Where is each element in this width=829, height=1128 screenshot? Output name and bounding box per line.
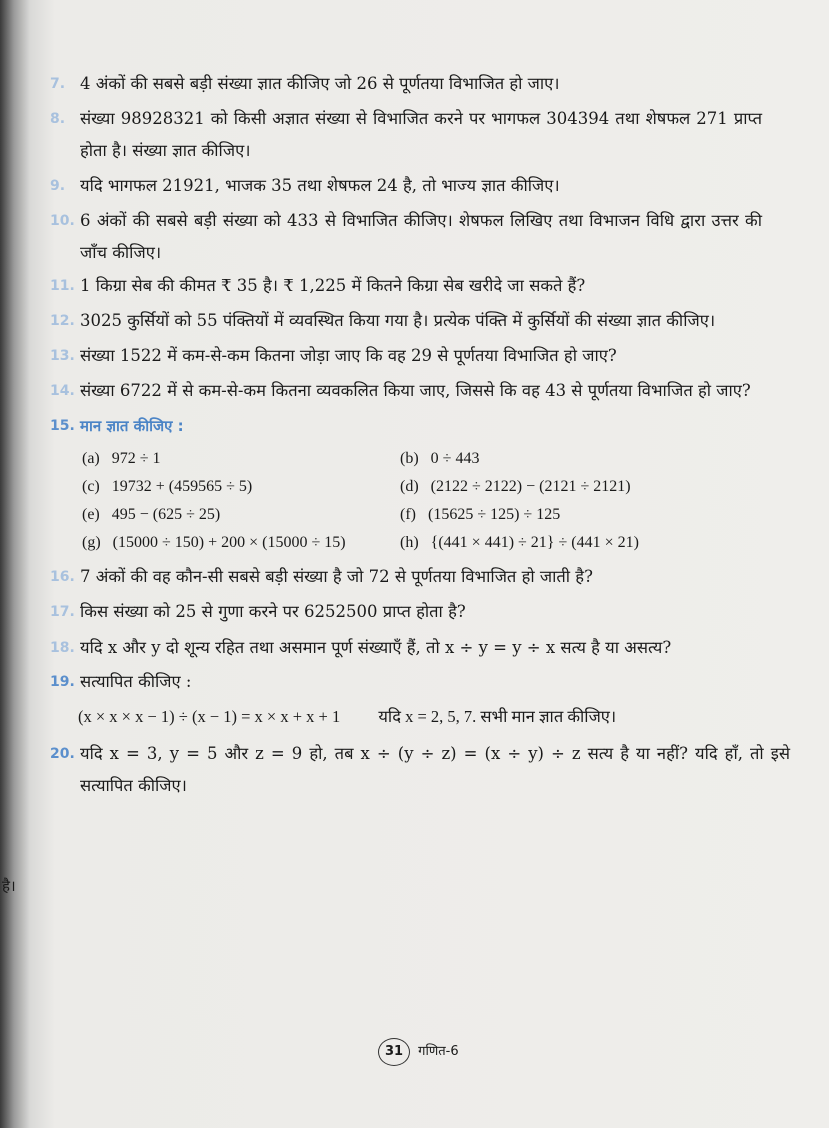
part-label: (h) bbox=[400, 534, 419, 551]
question-11 bbox=[50, 270, 762, 302]
part-expression: 19732 + (459565 ÷ 5) bbox=[111, 478, 253, 495]
q15-part-e bbox=[82, 506, 220, 524]
q15-part-f bbox=[400, 506, 560, 524]
part-label: (a) bbox=[82, 450, 100, 467]
question-15 bbox=[50, 410, 762, 442]
question-12 bbox=[50, 305, 762, 337]
question-18 bbox=[50, 632, 762, 664]
question-10 bbox=[50, 205, 762, 269]
question-number: 18. bbox=[50, 640, 75, 656]
question-text: सत्यापित कीजिए : bbox=[80, 672, 192, 691]
part-label: (g) bbox=[82, 534, 101, 551]
part-expression: 0 ÷ 443 bbox=[430, 450, 480, 467]
q15-part-d bbox=[400, 478, 631, 496]
q15-part-h bbox=[400, 534, 639, 552]
question-text: यदि x = 3, y = 5 और z = 9 हो, तब x ÷ (y ÷ z) = (x ÷ y) ÷ z सत्य है या नहीं? यदि हाँ, तो इसे सत्यापित कीजिए। bbox=[80, 744, 790, 795]
q15-part-b bbox=[400, 450, 479, 468]
question-number: 17. bbox=[50, 604, 75, 620]
question-number: 10. bbox=[50, 213, 75, 229]
page-footer bbox=[378, 1038, 459, 1066]
left-margin-fragment: है। bbox=[2, 877, 16, 895]
question-number: 14. bbox=[50, 383, 75, 399]
question-number: 16. bbox=[50, 569, 75, 585]
verify-note: यदि x = 2, 5, 7. सभी मान ज्ञात कीजिए। bbox=[378, 707, 617, 726]
question-17 bbox=[50, 596, 762, 628]
question-number: 7. bbox=[50, 76, 66, 92]
question-number: 12. bbox=[50, 313, 75, 329]
question-number: 11. bbox=[50, 278, 75, 294]
part-label: (c) bbox=[82, 478, 100, 495]
question-text: किस संख्या को 25 से गुणा करने पर 6252500 प्राप्त होता है? bbox=[80, 602, 466, 621]
question-text: संख्या 6722 में से कम-से-कम कितना व्यवकलित किया जाए, जिससे कि वह 43 से पूर्णतया विभाजित हो जाए? bbox=[80, 381, 751, 400]
question-number: 13. bbox=[50, 348, 75, 364]
question-number: 8. bbox=[50, 111, 66, 127]
part-expression: 972 ÷ 1 bbox=[111, 450, 161, 467]
question-text: 6 अंकों की सबसे बड़ी संख्या को 433 से विभाजित कीजिए। शेषफल लिखिए तथा विभाजन विधि द्वारा उत्तर की जाँच कीजिए। bbox=[80, 211, 762, 262]
book-title: गणित-6 bbox=[418, 1044, 459, 1059]
question-16 bbox=[50, 561, 762, 593]
part-label: (b) bbox=[400, 450, 419, 467]
part-label: (f) bbox=[400, 506, 416, 523]
part-expression: 495 − (625 ÷ 25) bbox=[111, 506, 221, 523]
question-number: 19. bbox=[50, 674, 75, 690]
q19-verify-line bbox=[78, 704, 616, 727]
question-number: 9. bbox=[50, 178, 66, 194]
question-number: 15. bbox=[50, 418, 75, 434]
q15-part-c bbox=[82, 478, 252, 496]
verify-expression: (x × x × x − 1) ÷ (x − 1) = x × x + x + 1 bbox=[78, 707, 341, 726]
q15-part-a bbox=[82, 450, 161, 468]
part-expression: (15000 ÷ 150) + 200 × (15000 ÷ 15) bbox=[112, 534, 346, 551]
question-14 bbox=[50, 375, 762, 407]
question-number: 20. bbox=[50, 746, 75, 762]
question-20 bbox=[50, 738, 790, 802]
question-text: संख्या 98928321 को किसी अज्ञात संख्या से विभाजित करने पर भागफल 304394 तथा शेषफल 271 प्राप्त होता है। संख्या ज्ञात कीजिए। bbox=[80, 109, 762, 160]
question-19 bbox=[50, 666, 762, 698]
question-text: 7 अंकों की वह कौन-सी सबसे बड़ी संख्या है जो 72 से पूर्णतया विभाजित हो जाती है? bbox=[80, 567, 593, 586]
part-label: (e) bbox=[82, 506, 100, 523]
part-expression: {(441 × 441) ÷ 21} ÷ (441 × 21) bbox=[430, 534, 639, 551]
q15-part-g bbox=[82, 534, 346, 552]
question-13 bbox=[50, 340, 762, 372]
question-8 bbox=[50, 103, 762, 167]
part-expression: (15625 ÷ 125) ÷ 125 bbox=[427, 506, 561, 523]
question-heading: मान ज्ञात कीजिए : bbox=[80, 417, 184, 435]
question-9 bbox=[50, 170, 762, 202]
part-label: (d) bbox=[400, 478, 419, 495]
page-number: 31 bbox=[378, 1038, 410, 1066]
question-text: संख्या 1522 में कम-से-कम कितना जोड़ा जाए कि वह 29 से पूर्णतया विभाजित हो जाए? bbox=[80, 346, 617, 365]
question-text: यदि भागफल 21921, भाजक 35 तथा शेषफल 24 है, तो भाज्य ज्ञात कीजिए। bbox=[80, 176, 560, 195]
question-text: 3025 कुर्सियों को 55 पंक्तियों में व्यवस्थित किया गया है। प्रत्येक पंक्ति में कुर्सियों की संख्या ज्ञात कीजिए। bbox=[80, 311, 716, 330]
part-expression: (2122 ÷ 2122) − (2121 ÷ 2121) bbox=[430, 478, 631, 495]
question-7 bbox=[50, 68, 762, 100]
question-text: 4 अंकों की सबसे बड़ी संख्या ज्ञात कीजिए जो 26 से पूर्णतया विभाजित हो जाए। bbox=[80, 74, 560, 93]
question-text: यदि x और y दो शून्य रहित तथा असमान पूर्ण संख्याएँ हैं, तो x ÷ y = y ÷ x सत्य है या असत्य? bbox=[80, 638, 672, 657]
question-text: 1 किग्रा सेब की कीमत ₹ 35 है। ₹ 1,225 में कितने किग्रा सेब खरीदे जा सकते हैं? bbox=[80, 276, 586, 295]
